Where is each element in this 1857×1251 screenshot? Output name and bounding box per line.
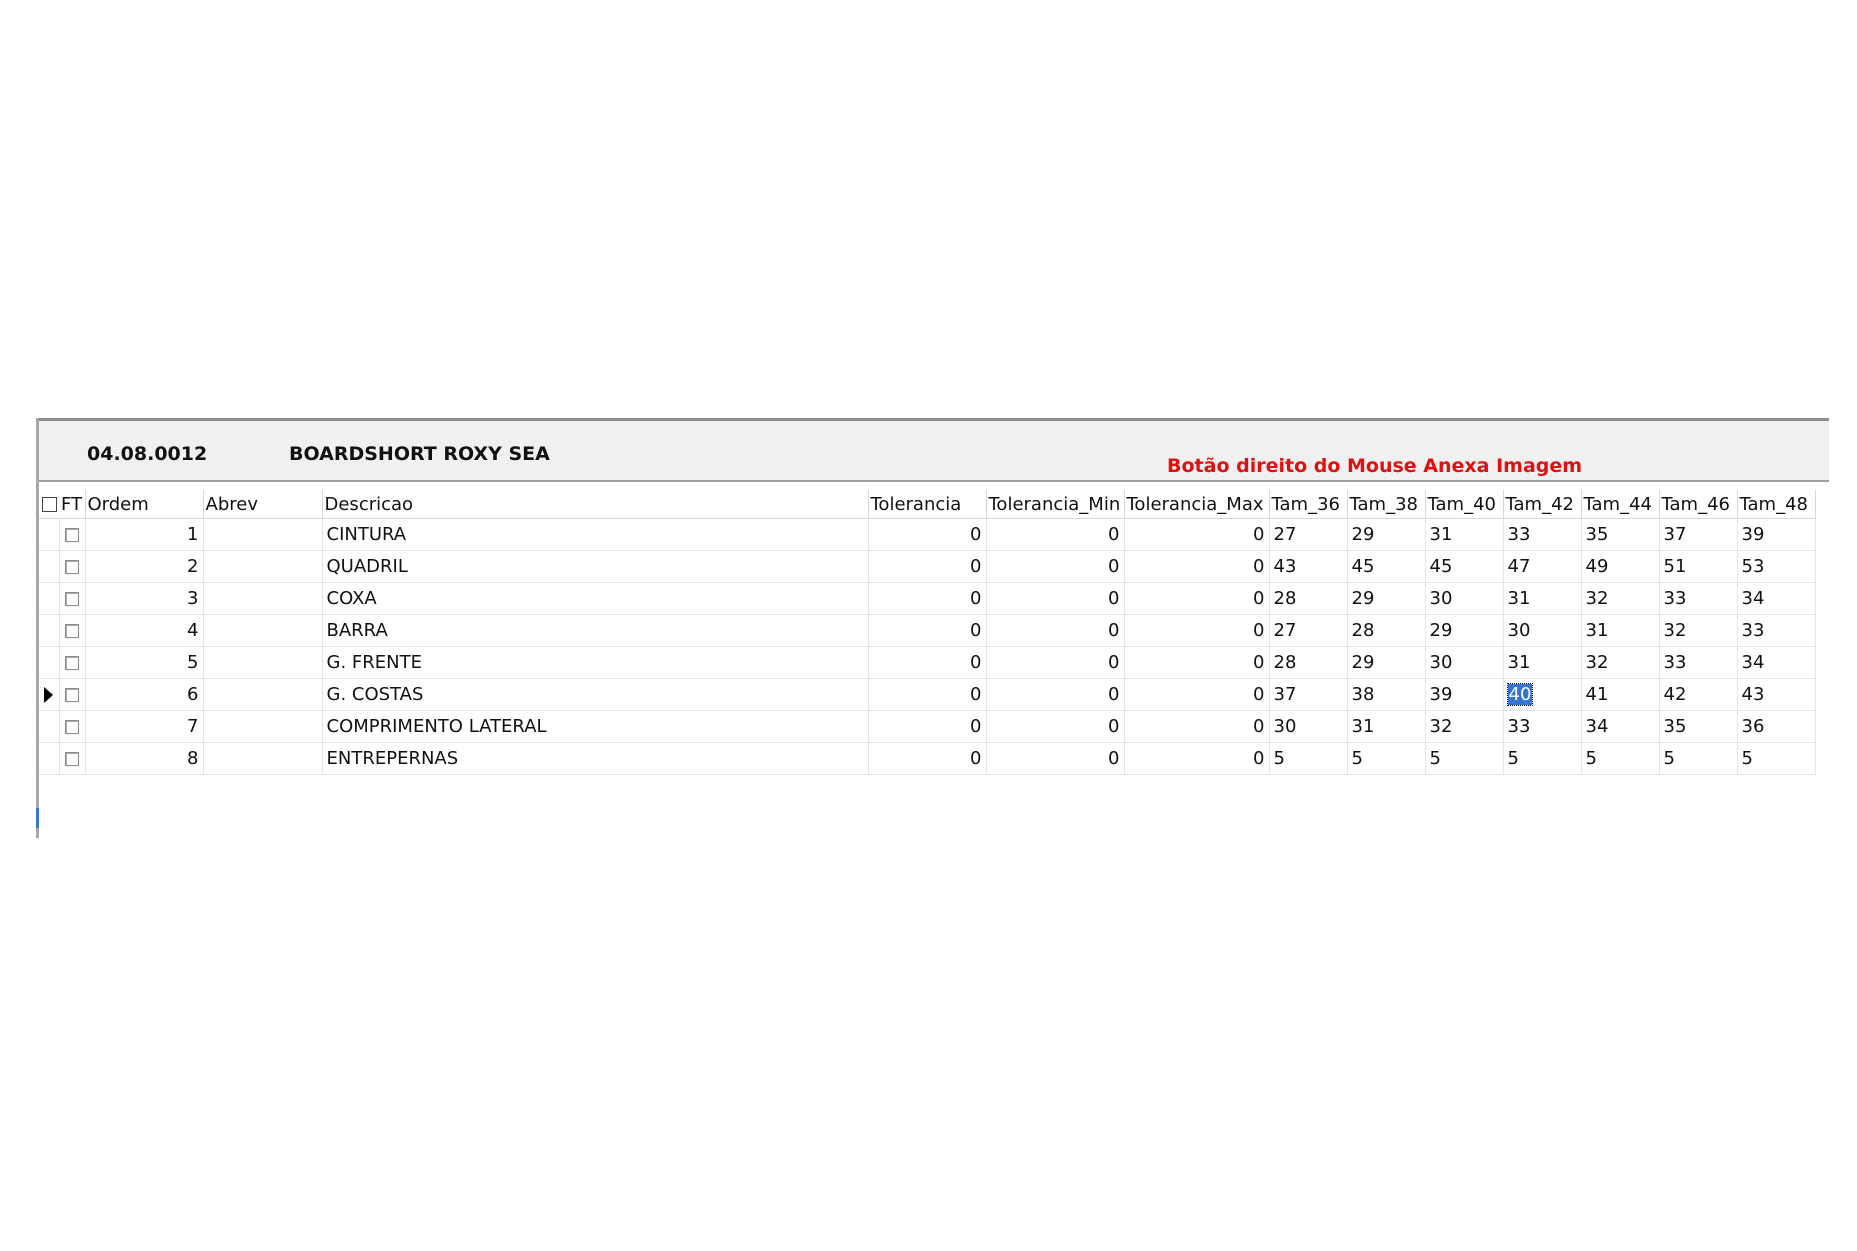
ft-checkbox[interactable] [65,560,79,574]
cell-tam-44[interactable]: 31 [1581,615,1659,647]
row-indicator[interactable] [39,711,59,743]
cell-tam-44[interactable]: 32 [1581,647,1659,679]
table-row[interactable] [39,519,1815,551]
row-indicator[interactable] [39,615,59,647]
cell-tam-40[interactable]: 30 [1425,583,1503,615]
cell-tolerancia-max[interactable]: 0 [1124,583,1269,615]
column-header-tam-44[interactable]: Tam_44 [1581,490,1659,519]
row-indicator[interactable] [39,679,59,711]
cell-tolerancia[interactable]: 0 [868,551,986,583]
ft-checkbox-cell[interactable] [59,615,85,647]
column-header-ordem[interactable]: Ordem [85,490,203,519]
cell-ordem[interactable]: 8 [85,743,203,775]
cell-descricao[interactable]: COMPRIMENTO LATERAL [322,711,868,743]
ft-checkbox[interactable] [65,720,79,734]
ft-checkbox[interactable] [65,688,79,702]
cell-tam-48[interactable]: 33 [1737,615,1815,647]
grid-body [39,519,1815,775]
cell-tam-40[interactable]: 45 [1425,551,1503,583]
product-name: BOARDSHORT ROXY SEA [289,443,550,465]
cell-tolerancia-min[interactable]: 0 [986,743,1124,775]
table-row[interactable] [39,647,1815,679]
column-header-abrev[interactable]: Abrev [203,490,322,519]
cell-abrev[interactable] [203,647,322,679]
cell-tolerancia[interactable]: 0 [868,583,986,615]
ft-checkbox[interactable] [65,528,79,542]
cell-tam-38[interactable]: 45 [1347,551,1425,583]
cell-tam-40[interactable]: 31 [1425,519,1503,551]
cell-ordem[interactable]: 1 [85,519,203,551]
window-left-accent [36,808,39,828]
measurements-grid[interactable] [39,490,1816,775]
column-header-descricao[interactable]: Descricao [322,490,868,519]
grid-header-row [39,490,1815,519]
cell-descricao[interactable]: COXA [322,583,868,615]
cell-tolerancia-max[interactable]: 0 [1124,679,1269,711]
select-all-checkbox[interactable] [39,490,59,519]
cell-tolerancia-max[interactable]: 0 [1124,615,1269,647]
cell-tolerancia-min[interactable]: 0 [986,615,1124,647]
table-row[interactable] [39,551,1815,583]
table-row[interactable] [39,743,1815,775]
cell-tam-46[interactable]: 35 [1659,711,1737,743]
column-header-tam-40[interactable]: Tam_40 [1425,490,1503,519]
cell-ordem[interactable]: 6 [85,679,203,711]
cell-tam-46[interactable]: 5 [1659,743,1737,775]
row-indicator[interactable] [39,519,59,551]
cell-abrev[interactable] [203,711,322,743]
cell-tolerancia-min[interactable]: 0 [986,551,1124,583]
cell-descricao[interactable]: G. COSTAS [322,679,868,711]
ft-checkbox[interactable] [65,752,79,766]
cell-tam-42[interactable]: 30 [1503,615,1581,647]
cell-descricao[interactable]: QUADRIL [322,551,868,583]
column-header-tam-36[interactable]: Tam_36 [1269,490,1347,519]
ft-checkbox-cell[interactable] [59,711,85,743]
cell-tam-36[interactable]: 27 [1269,615,1347,647]
cell-tam-48[interactable]: 36 [1737,711,1815,743]
cell-descricao[interactable]: CINTURA [322,519,868,551]
ft-checkbox-cell[interactable] [59,519,85,551]
table-row[interactable] [39,615,1815,647]
cell-abrev[interactable] [203,519,322,551]
cell-tolerancia[interactable]: 0 [868,647,986,679]
cell-tam-44[interactable]: 32 [1581,583,1659,615]
cell-tolerancia[interactable]: 0 [868,679,986,711]
cell-tam-38[interactable]: 31 [1347,711,1425,743]
column-header-tam-38[interactable]: Tam_38 [1347,490,1425,519]
cell-tam-48[interactable]: 34 [1737,647,1815,679]
product-header-panel [39,418,1829,482]
cell-tam-46[interactable]: 37 [1659,519,1737,551]
ft-checkbox-cell[interactable] [59,583,85,615]
ft-checkbox-cell[interactable] [59,743,85,775]
table-row[interactable] [39,711,1815,743]
cell-tolerancia-min[interactable]: 0 [986,711,1124,743]
cell-ordem[interactable]: 4 [85,615,203,647]
cell-tam-40[interactable]: 32 [1425,711,1503,743]
cell-abrev[interactable] [203,679,322,711]
cell-tolerancia[interactable]: 0 [868,711,986,743]
table-row[interactable] [39,679,1815,711]
cell-tam-36[interactable]: 5 [1269,743,1347,775]
cell-tam-36[interactable]: 28 [1269,583,1347,615]
cell-tam-44[interactable]: 41 [1581,679,1659,711]
selected-cell-value[interactable]: 40 [1508,684,1532,705]
cell-tam-42[interactable]: 33 [1503,519,1581,551]
cell-tam-38[interactable]: 29 [1347,647,1425,679]
cell-tam-46[interactable]: 33 [1659,647,1737,679]
cell-tolerancia-max[interactable]: 0 [1124,743,1269,775]
cell-tolerancia-max[interactable]: 0 [1124,551,1269,583]
cell-ordem[interactable]: 7 [85,711,203,743]
ft-checkbox[interactable] [65,656,79,670]
cell-tam-42[interactable]: 31 [1503,583,1581,615]
row-indicator[interactable] [39,551,59,583]
column-header-tam-42[interactable]: Tam_42 [1503,490,1581,519]
cell-tam-38[interactable]: 28 [1347,615,1425,647]
ft-checkbox[interactable] [65,592,79,606]
table-row[interactable] [39,583,1815,615]
cell-tam-38[interactable]: 38 [1347,679,1425,711]
attach-image-hint: Botão direito do Mouse Anexa Imagem [1167,455,1583,477]
cell-tam-48[interactable]: 34 [1737,583,1815,615]
cell-abrev[interactable] [203,615,322,647]
cell-tam-38[interactable]: 29 [1347,519,1425,551]
cell-tam-38[interactable]: 5 [1347,743,1425,775]
cell-tolerancia[interactable]: 0 [868,615,986,647]
measurement-window [36,418,1829,838]
product-code: 04.08.0012 [87,443,208,465]
ft-checkbox-cell[interactable] [59,551,85,583]
cell-tolerancia-max[interactable]: 0 [1124,647,1269,679]
cell-tam-46[interactable]: 51 [1659,551,1737,583]
cell-tam-44[interactable]: 5 [1581,743,1659,775]
ft-checkbox[interactable] [65,624,79,638]
cell-tolerancia[interactable]: 0 [868,519,986,551]
cell-tam-36[interactable]: 43 [1269,551,1347,583]
cell-tam-42[interactable]: 31 [1503,647,1581,679]
cell-descricao[interactable]: ENTREPERNAS [322,743,868,775]
cell-tam-36[interactable]: 27 [1269,519,1347,551]
cell-tam-40[interactable]: 39 [1425,679,1503,711]
cell-tam-42[interactable]: 5 [1503,743,1581,775]
column-header-tolerancia-min[interactable]: Tolerancia_Min [986,490,1124,519]
cell-tam-36[interactable]: 28 [1269,647,1347,679]
cell-tam-40[interactable]: 30 [1425,647,1503,679]
cell-tam-46[interactable]: 33 [1659,583,1737,615]
cell-descricao[interactable]: G. FRENTE [322,647,868,679]
cell-tam-48[interactable]: 43 [1737,679,1815,711]
cell-tolerancia-min[interactable]: 0 [986,679,1124,711]
cell-abrev[interactable] [203,583,322,615]
cell-abrev[interactable] [203,551,322,583]
row-indicator[interactable] [39,647,59,679]
cell-tam-44[interactable]: 34 [1581,711,1659,743]
row-indicator[interactable] [39,743,59,775]
cell-tam-42[interactable]: 47 [1503,551,1581,583]
ft-checkbox-cell[interactable] [59,647,85,679]
column-header-tam-46[interactable]: Tam_46 [1659,490,1737,519]
cell-tam-44[interactable]: 35 [1581,519,1659,551]
cell-descricao[interactable]: BARRA [322,615,868,647]
column-header-tolerancia-max[interactable]: Tolerancia_Max [1124,490,1269,519]
cell-tam-48[interactable]: 5 [1737,743,1815,775]
column-header-ft[interactable]: FT [59,490,85,519]
cell-ordem[interactable]: 3 [85,583,203,615]
cell-tam-46[interactable]: 42 [1659,679,1737,711]
cell-tam-36[interactable]: 30 [1269,711,1347,743]
cell-tolerancia-min[interactable]: 0 [986,647,1124,679]
cell-ordem[interactable]: 5 [85,647,203,679]
cell-tam-42[interactable]: 33 [1503,711,1581,743]
cell-tam-48[interactable]: 53 [1737,551,1815,583]
cell-tam-40[interactable]: 29 [1425,615,1503,647]
cell-tolerancia[interactable]: 0 [868,743,986,775]
cell-tam-36[interactable]: 37 [1269,679,1347,711]
cell-tolerancia-max[interactable]: 0 [1124,711,1269,743]
cell-tolerancia-min[interactable]: 0 [986,519,1124,551]
cell-tolerancia-max[interactable]: 0 [1124,519,1269,551]
ft-checkbox-cell[interactable] [59,679,85,711]
cell-abrev[interactable] [203,743,322,775]
cell-tam-46[interactable]: 32 [1659,615,1737,647]
current-row-pointer-icon [44,687,53,703]
cell-tam-44[interactable]: 49 [1581,551,1659,583]
row-indicator[interactable] [39,583,59,615]
cell-tam-42[interactable] [1503,679,1581,711]
cell-tam-38[interactable]: 29 [1347,583,1425,615]
cell-tam-40[interactable]: 5 [1425,743,1503,775]
cell-ordem[interactable]: 2 [85,551,203,583]
cell-tam-48[interactable]: 39 [1737,519,1815,551]
column-header-tam-48[interactable]: Tam_48 [1737,490,1815,519]
cell-tolerancia-min[interactable]: 0 [986,583,1124,615]
column-header-tolerancia[interactable]: Tolerancia [868,490,986,519]
